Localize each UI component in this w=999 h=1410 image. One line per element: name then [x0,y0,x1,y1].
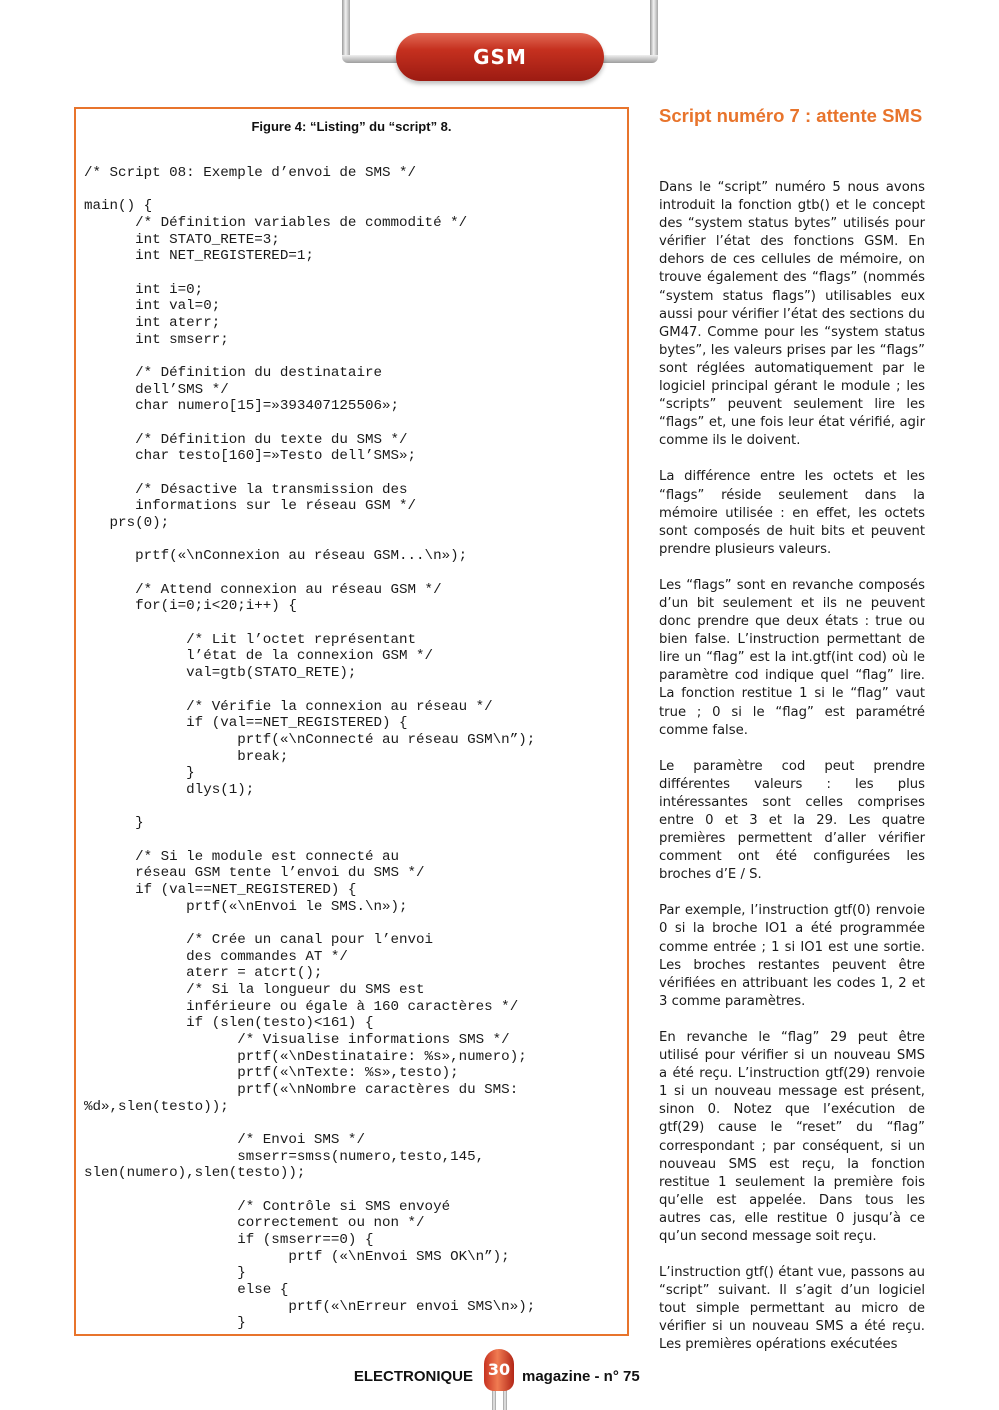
code-listing: /* Script 08: Exemple d’envoi de SMS */ main() { /* Définition variables de commodité */ int STATO_RETE=3; int NET_REGISTERED=1; int i=0; int val=0; int aterr; int smserr; /* Définition du destinataire dell’SMS */ char numero[15]=»393407125506»; /* Définition du texte du SMS */ char testo[160]=»Testo dell’SMS»; /* Désactive la transmission des informations sur le réseau GSM */ prs(0); prtf(«\nConnexion au réseau GSM...\n»); /* Attend connexion au réseau GSM */ for(i=0;i<20;i++) { /* Lit l’octet représentant l’état de la connexion GSM */ val=gtb(STATO_RETE); /* Vérifie la connexion au réseau */ if (val==NET_REGISTERED) { prtf(«\nConnecté au réseau GSM\n”); break; } dlys(1); } /* Si le module est connecté au réseau GSM tente l’envoi du SMS */ if (val==NET_REGISTERED) { prtf(«\nEnvoi le SMS.\n»); /* Crée un canal pour l’envoi des commandes AT */ aterr = atcrt(); /* Si la longueur du SMS est inférieure ou égale à 160 caractères */ if (slen(testo)<161) { /* Visualise informations SMS */ prtf(«\nDestinataire: %s»,numero); prtf(«\nTexte: %s»,testo); prtf(«\nNombre caractères du SMS: %d»,slen(testo)); /* Envoi SMS */ smserr=smss(numero,testo,145, slen(numero),slen(testo)); /* Contrôle si SMS envoyé correctement ou non */ if (smserr==0) { prtf («\nEnvoi SMS OK\n”); } else { prtf(«\nErreur envoi SMS\n»); } [84,165,536,1332]
article-title: Script numéro 7 : attente SMS [659,105,923,126]
article-paragraph: Dans le “script” numéro 5 nous avons introduit la fonction gtb() et le concept des “system status bytes” utilisés pour vérifier l’état des fonctions GSM. En dehors de ces cellules de mémoire, on trouve également des “flags” (nommés “system status flags”) utilisables eux aussi pour vérifier l’état des sections du GM47. Comme pour les “system status bytes”, les valeurs prises par les “flags” sont réglées automatiquement par le logiciel principal gérant le module ; les “scripts” peuvent seulement lire les “flags” et, une fois leur état vérifié, agir comme ils le doivent. [659,180,925,449]
article-paragraph: L’instruction gtf() étant vue, passons au “script” suivant. Il s’agit d’un logiciel tout simple permettant au micro de vérifier si un nouveau SMS a été reçu. Les premières opérations exécutées [659,1265,925,1353]
footer-issue-number: magazine - n° 75 [522,1368,640,1385]
article-paragraph: Le paramètre cod peut prendre différentes valeurs : les plus intéressantes sont celles comprises entre 0 et 3 et la 29. Les quatre premières permettent d’aller vérifier comment ont été configurées les broches d’E / S. [659,758,925,883]
article-paragraph: Les “flags” sont en revanche composés d’un bit seulement et ils ne peuvent donc prendre que deux états : true ou bien false. L’instruction permettant de lire un “flag” est la int.gtf(int cod) où le paramètre cod indique quel “flag” lire. La fonction restitue 1 si le “flag” vaut true ; 0 si le “flag” est paramétré comme false. [659,577,925,738]
article-paragraph: En revanche le “flag” 29 peut être utilisé pour vérifier si un nouveau SMS a été reçu. L’instruction gtf(29) renvoie 1 si un nouveau message est présent, sinon 0. Notez que l’exécution de gtf(29) cause le “reset” du “flag” correspondant ; par conséquent, si un nouveau SMS est reçu, la fonction restitue 1 seulement la première fois qu’elle est appelée. Dans tous les autres cas, elle restitue 0 jusqu’à ce qu’un second message soit reçu. [659,1029,925,1244]
footer-magazine-name: ELECTRONIQUE [353,1368,473,1385]
header-wire-right [650,0,658,62]
page-number: 30 [487,1360,511,1379]
article-paragraph: La différence entre les octets et les “flags” réside seulement dans la mémoire utilisée : en effet, les octets sont composés de huit bits et peuvent prendre plusieurs valeurs. [659,469,925,557]
header-wire-left [342,0,350,62]
section-label: GSM [473,45,527,69]
article-paragraph: Par exemple, l’instruction gtf(0) renvoie 0 si la broche IO1 a été programmée comme entrée ; 1 si IO1 est une sortie. Les broches restantes peuvent être vérifiées en attribuant les codes 1, 2 et 3 comme paramètres. [659,903,925,1009]
figure-caption: Figure 4: “Listing” du “script” 8. [251,119,452,134]
article-body [659,179,925,1373]
figure-listing-box [74,107,629,1336]
